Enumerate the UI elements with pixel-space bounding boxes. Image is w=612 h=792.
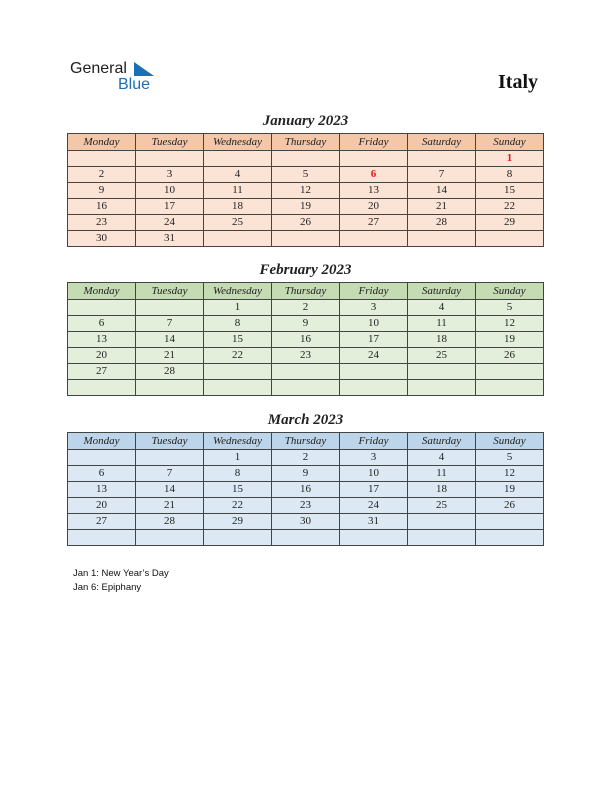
- day-cell: 23: [272, 498, 340, 514]
- weekday-header: Tuesday: [136, 134, 204, 151]
- weekday-header: Wednesday: [204, 134, 272, 151]
- day-cell: 17: [136, 199, 204, 215]
- empty-day-cell: [272, 530, 340, 546]
- day-cell: 22: [476, 199, 544, 215]
- day-cell: 20: [340, 199, 408, 215]
- day-cell: 26: [476, 348, 544, 364]
- empty-day-cell: [340, 151, 408, 167]
- day-cell: 2: [68, 167, 136, 183]
- day-cell: 9: [68, 183, 136, 199]
- month-march: [67, 410, 544, 546]
- day-cell: 14: [136, 332, 204, 348]
- week-row: [68, 183, 544, 199]
- day-cell: 3: [136, 167, 204, 183]
- day-cell: 27: [340, 215, 408, 231]
- holiday-note: Jan 1: New Year’s Day: [73, 568, 169, 579]
- week-row: [68, 231, 544, 247]
- day-cell: 30: [272, 514, 340, 530]
- empty-day-cell: [204, 530, 272, 546]
- country-title: Italy: [498, 71, 538, 93]
- week-row: [68, 530, 544, 546]
- empty-day-cell: [340, 231, 408, 247]
- generalblue-logo: [70, 60, 170, 96]
- empty-day-cell: [68, 151, 136, 167]
- day-cell: 13: [68, 332, 136, 348]
- empty-day-cell: [68, 380, 136, 396]
- weekday-header-row: [68, 134, 544, 151]
- empty-day-cell: [476, 380, 544, 396]
- day-cell: 31: [136, 231, 204, 247]
- calendar-table: [67, 432, 544, 546]
- weekday-header: Wednesday: [204, 283, 272, 300]
- day-cell: 5: [476, 450, 544, 466]
- week-row: [68, 364, 544, 380]
- day-cell: 2: [272, 450, 340, 466]
- empty-day-cell: [68, 450, 136, 466]
- empty-day-cell: [272, 364, 340, 380]
- day-cell: 17: [340, 332, 408, 348]
- week-row: [68, 332, 544, 348]
- day-cell: 14: [408, 183, 476, 199]
- logo-word-general: General: [70, 60, 127, 77]
- empty-day-cell: [272, 151, 340, 167]
- weekday-header: Thursday: [272, 134, 340, 151]
- day-cell: 28: [136, 514, 204, 530]
- day-cell: 25: [204, 215, 272, 231]
- day-cell: 1: [204, 450, 272, 466]
- day-cell: 6: [68, 466, 136, 482]
- day-cell: 26: [476, 498, 544, 514]
- empty-day-cell: [272, 231, 340, 247]
- day-cell: 27: [68, 364, 136, 380]
- day-cell: 25: [408, 348, 476, 364]
- day-cell: 10: [340, 316, 408, 332]
- week-row: [68, 167, 544, 183]
- weekday-header: Sunday: [476, 134, 544, 151]
- weekday-header: Monday: [68, 433, 136, 450]
- day-cell: 6: [340, 167, 408, 183]
- day-cell: 12: [476, 316, 544, 332]
- day-cell: 3: [340, 450, 408, 466]
- day-cell: 27: [68, 514, 136, 530]
- day-cell: 16: [272, 482, 340, 498]
- day-cell: 31: [340, 514, 408, 530]
- day-cell: 24: [340, 498, 408, 514]
- month-title: February 2023: [259, 262, 352, 278]
- weekday-header: Monday: [68, 134, 136, 151]
- day-cell: 20: [68, 498, 136, 514]
- day-cell: 7: [136, 316, 204, 332]
- empty-day-cell: [476, 364, 544, 380]
- day-cell: 6: [68, 316, 136, 332]
- weekday-header: Friday: [340, 283, 408, 300]
- empty-day-cell: [136, 151, 204, 167]
- weekday-header: Thursday: [272, 433, 340, 450]
- week-row: [68, 482, 544, 498]
- day-cell: 18: [408, 332, 476, 348]
- empty-day-cell: [408, 514, 476, 530]
- day-cell: 17: [340, 482, 408, 498]
- week-row: [68, 380, 544, 396]
- day-cell: 25: [408, 498, 476, 514]
- day-cell: 14: [136, 482, 204, 498]
- week-row: [68, 450, 544, 466]
- day-cell: 29: [204, 514, 272, 530]
- weekday-header: Saturday: [408, 433, 476, 450]
- day-cell: 4: [204, 167, 272, 183]
- empty-day-cell: [68, 530, 136, 546]
- day-cell: 30: [68, 231, 136, 247]
- day-cell: 18: [408, 482, 476, 498]
- day-cell: 4: [408, 300, 476, 316]
- day-cell: 16: [272, 332, 340, 348]
- empty-day-cell: [476, 231, 544, 247]
- day-cell: 23: [68, 215, 136, 231]
- day-cell: 13: [68, 482, 136, 498]
- day-cell: 28: [408, 215, 476, 231]
- week-row: [68, 199, 544, 215]
- day-cell: 12: [476, 466, 544, 482]
- month-title: January 2023: [262, 113, 349, 129]
- empty-day-cell: [272, 380, 340, 396]
- day-cell: 11: [204, 183, 272, 199]
- weekday-header: Saturday: [408, 283, 476, 300]
- weekday-header: Monday: [68, 283, 136, 300]
- day-cell: 22: [204, 498, 272, 514]
- empty-day-cell: [340, 364, 408, 380]
- day-cell: 2: [272, 300, 340, 316]
- month-title: March 2023: [267, 412, 344, 428]
- empty-day-cell: [136, 300, 204, 316]
- empty-day-cell: [204, 380, 272, 396]
- empty-day-cell: [136, 530, 204, 546]
- day-cell: 29: [476, 215, 544, 231]
- day-cell: 15: [204, 332, 272, 348]
- weekday-header: Sunday: [476, 283, 544, 300]
- day-cell: 21: [136, 348, 204, 364]
- month-february: [67, 260, 544, 396]
- week-row: [68, 498, 544, 514]
- day-cell: 21: [408, 199, 476, 215]
- day-cell: 8: [204, 466, 272, 482]
- month-january: [67, 111, 544, 247]
- day-cell: 22: [204, 348, 272, 364]
- weekday-header: Friday: [340, 134, 408, 151]
- day-cell: 5: [272, 167, 340, 183]
- week-row: [68, 316, 544, 332]
- logo-triangle-icon: [134, 62, 154, 76]
- holiday-note: Jan 6: Epiphany: [73, 582, 142, 593]
- holiday-notes: [73, 567, 169, 595]
- empty-day-cell: [476, 514, 544, 530]
- day-cell: 13: [340, 183, 408, 199]
- day-cell: 8: [476, 167, 544, 183]
- day-cell: 21: [136, 498, 204, 514]
- day-cell: 1: [476, 151, 544, 167]
- weekday-header: Friday: [340, 433, 408, 450]
- day-cell: 11: [408, 466, 476, 482]
- day-cell: 24: [340, 348, 408, 364]
- empty-day-cell: [204, 364, 272, 380]
- day-cell: 11: [408, 316, 476, 332]
- day-cell: 19: [272, 199, 340, 215]
- day-cell: 26: [272, 215, 340, 231]
- empty-day-cell: [204, 231, 272, 247]
- day-cell: 15: [204, 482, 272, 498]
- day-cell: 18: [204, 199, 272, 215]
- day-cell: 20: [68, 348, 136, 364]
- weekday-header-row: [68, 433, 544, 450]
- day-cell: 19: [476, 482, 544, 498]
- weekday-header: Sunday: [476, 433, 544, 450]
- empty-day-cell: [408, 530, 476, 546]
- day-cell: 5: [476, 300, 544, 316]
- week-row: [68, 466, 544, 482]
- day-cell: 7: [408, 167, 476, 183]
- weekday-header: Wednesday: [204, 433, 272, 450]
- calendar-table: [67, 282, 544, 396]
- day-cell: 8: [204, 316, 272, 332]
- day-cell: 12: [272, 183, 340, 199]
- day-cell: 28: [136, 364, 204, 380]
- empty-day-cell: [408, 151, 476, 167]
- day-cell: 16: [68, 199, 136, 215]
- week-row: [68, 215, 544, 231]
- day-cell: 9: [272, 466, 340, 482]
- day-cell: 10: [136, 183, 204, 199]
- week-row: [68, 300, 544, 316]
- day-cell: 4: [408, 450, 476, 466]
- empty-day-cell: [68, 300, 136, 316]
- day-cell: 3: [340, 300, 408, 316]
- empty-day-cell: [340, 530, 408, 546]
- weekday-header: Saturday: [408, 134, 476, 151]
- empty-day-cell: [136, 380, 204, 396]
- day-cell: 23: [272, 348, 340, 364]
- week-row: [68, 151, 544, 167]
- empty-day-cell: [476, 530, 544, 546]
- empty-day-cell: [408, 364, 476, 380]
- day-cell: 9: [272, 316, 340, 332]
- empty-day-cell: [136, 450, 204, 466]
- day-cell: 19: [476, 332, 544, 348]
- empty-day-cell: [340, 380, 408, 396]
- weekday-header: Tuesday: [136, 283, 204, 300]
- weekday-header-row: [68, 283, 544, 300]
- weekday-header: Thursday: [272, 283, 340, 300]
- empty-day-cell: [408, 231, 476, 247]
- week-row: [68, 348, 544, 364]
- logo-word-blue: Blue: [118, 76, 151, 93]
- calendar-table: [67, 133, 544, 247]
- weekday-header: Tuesday: [136, 433, 204, 450]
- empty-day-cell: [408, 380, 476, 396]
- day-cell: 7: [136, 466, 204, 482]
- empty-day-cell: [204, 151, 272, 167]
- day-cell: 1: [204, 300, 272, 316]
- week-row: [68, 514, 544, 530]
- day-cell: 24: [136, 215, 204, 231]
- day-cell: 15: [476, 183, 544, 199]
- day-cell: 10: [340, 466, 408, 482]
